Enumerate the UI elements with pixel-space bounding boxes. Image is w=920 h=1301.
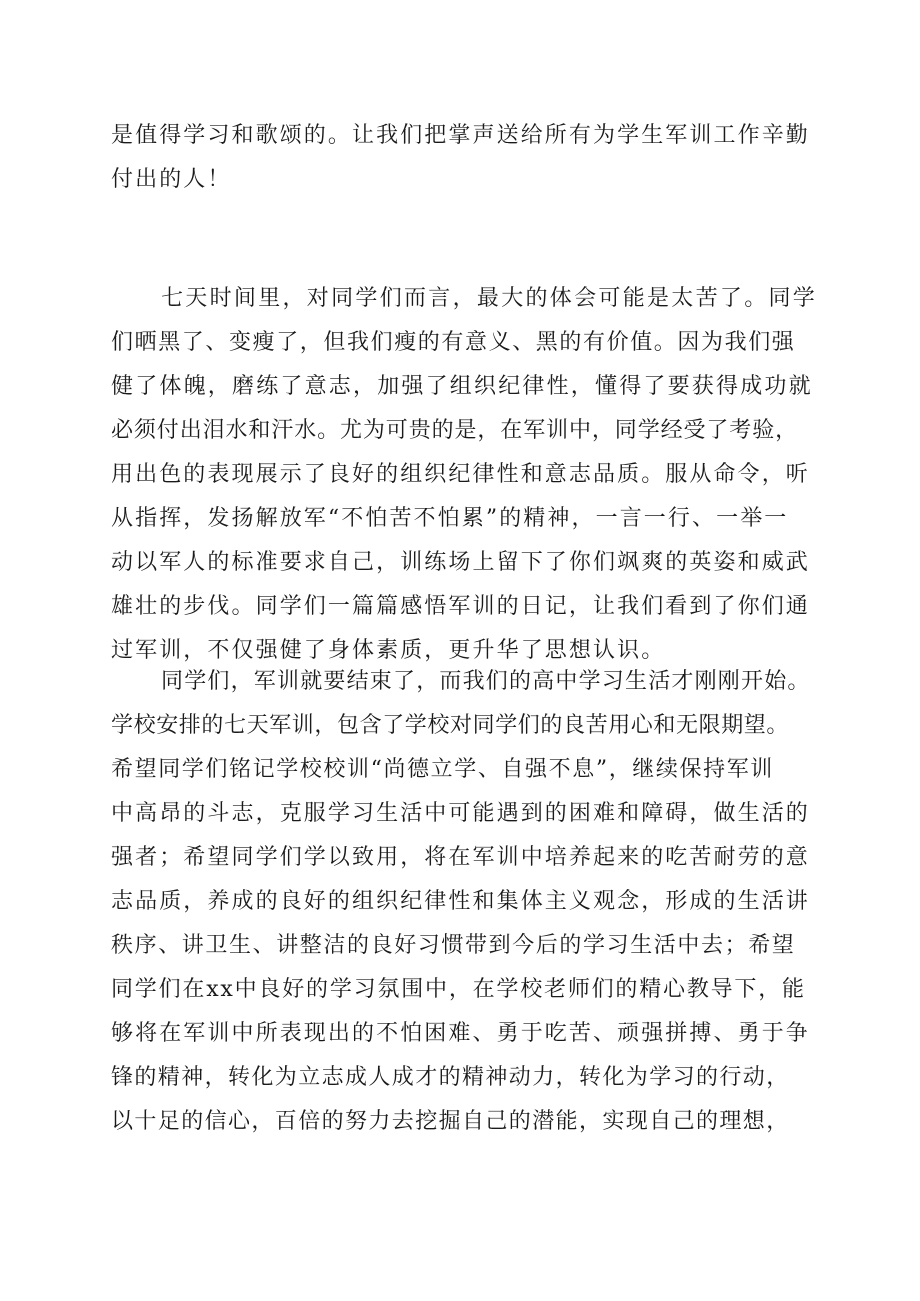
paragraph-3 xyxy=(111,660,811,1144)
paragraph-2 xyxy=(111,277,818,673)
text-line: 是值得学习和歌颂的。让我们把掌声送给所有为学生军训工作辛勤 xyxy=(111,123,810,148)
text-line: 锋的精神，转化为立志成人成才的精神动力，转化为学习的行动， xyxy=(111,1065,790,1090)
paragraph-1 xyxy=(111,114,811,202)
text-line: 学校安排的七天军训，包含了学校对同学们的良苦用心和无限期望。 xyxy=(111,713,790,738)
text-line: 们晒黑了、变瘦了，但我们瘦的有意义、黑的有价值。因为我们强 xyxy=(111,330,796,355)
text-line: 中高昂的斗志，克服学习生活中可能遇到的困难和障碍，做生活的 xyxy=(111,801,810,826)
text-line: 够将在军训中所表现出的不怕困难、勇于吃苦、顽强拼搏、勇于争 xyxy=(111,1021,810,1046)
text-line: 强者；希望同学们学以致用，将在军训中培养起来的吃苦耐劳的意 xyxy=(111,845,810,870)
text-line: 过军训，不仅强健了身体素质，更升华了思想认识。 xyxy=(111,638,666,663)
text-line: 志品质，养成的良好的组织纪律性和集体主义观念，形成的生活讲 xyxy=(111,889,810,914)
text-line: 用出色的表现展示了良好的组织纪律性和意志品质。服从命令，听 xyxy=(111,462,810,487)
text-line: 秩序、讲卫生、讲整洁的良好习惯带到今后的学习生活中去；希望 xyxy=(111,933,796,958)
text-line: 健了体魄，磨练了意志，加强了组织纪律性，懂得了要获得成功就 xyxy=(111,374,813,399)
text-line: 付出的人！ xyxy=(111,167,232,192)
text-line: 同学们在xx中良好的学习氛围中，在学校老师们的精心教导下，能 xyxy=(111,977,806,1002)
text-line: 希望同学们铭记学校校训“尚德立学、自强不息”，继续保持军训 xyxy=(111,757,774,782)
text-line: 动以军人的标准要求自己，训练场上留下了你们飒爽的英姿和威武 xyxy=(111,550,810,575)
text-line: 雄壮的步伐。同学们一篇篇感悟军训的日记，让我们看到了你们通 xyxy=(111,594,810,619)
text-line: 从指挥，发扬解放军“不怕苦不怕累”的精神，一言一行、一举一 xyxy=(111,506,789,531)
text-line: 同学们，军训就要结束了，而我们的高中学习生活才刚刚开始。 xyxy=(161,669,811,694)
text-line: 必须付出泪水和汗水。尤为可贵的是，在军训中，同学经受了考验， xyxy=(111,418,799,443)
text-line: 以十足的信心，百倍的努力去挖掘自己的潜能，实现自己的理想， xyxy=(111,1109,790,1134)
text-line: 七天时间里，对同学们而言，最大的体会可能是太苦了。同学 xyxy=(161,286,818,311)
